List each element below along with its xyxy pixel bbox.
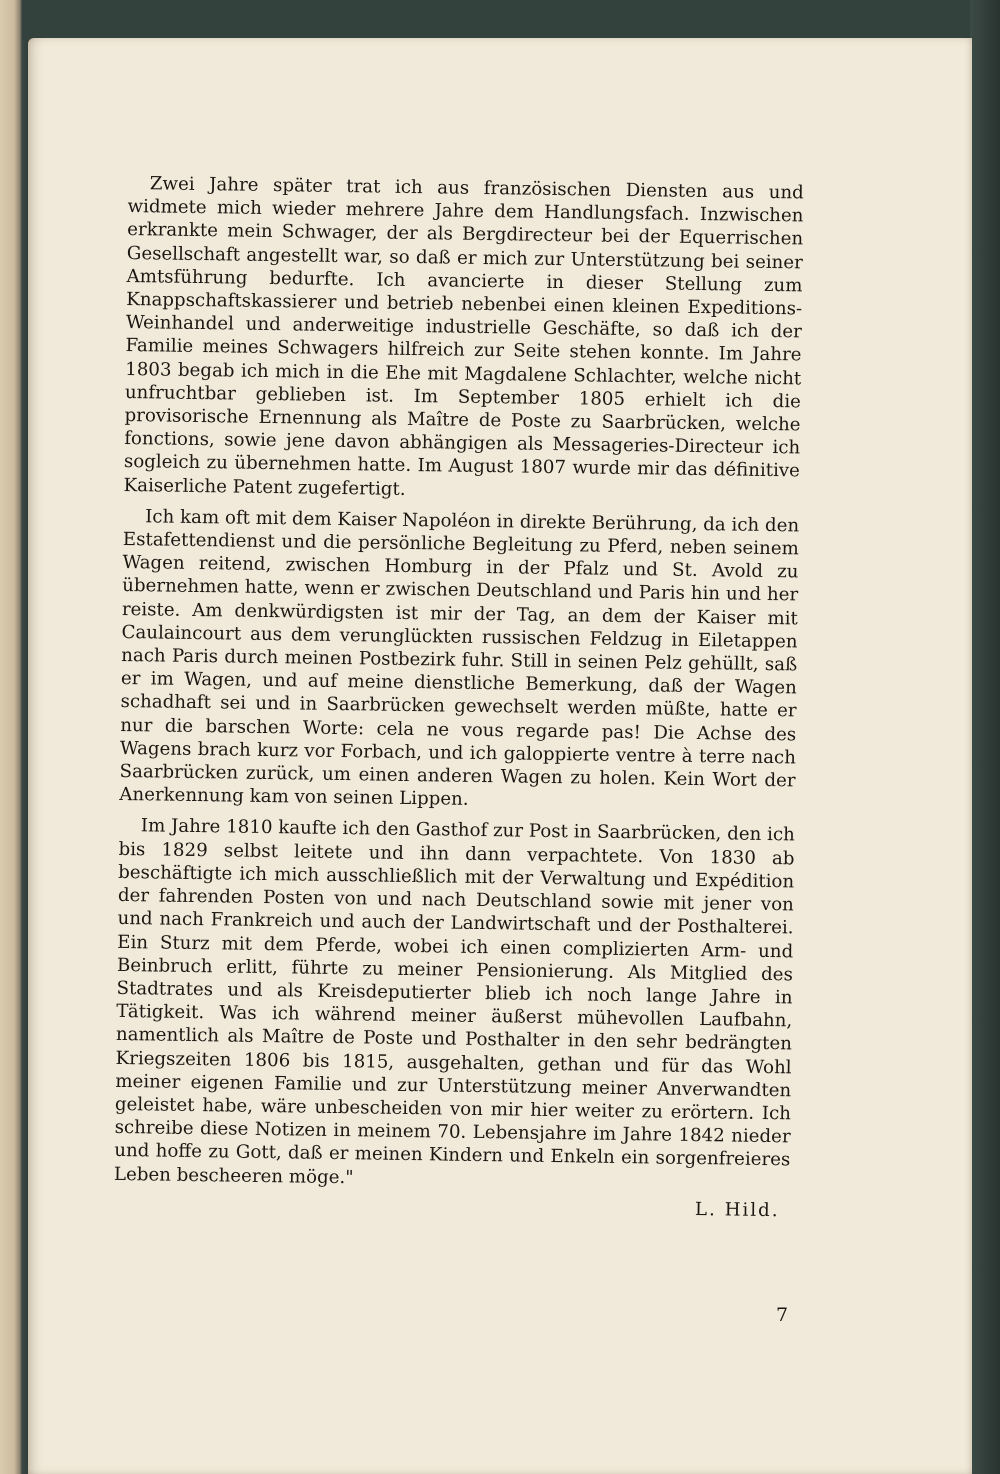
paragraph-3: Im Jahre 1810 kaufte ich den Gasthof zur Post in Saarbrücken, den ich bis 1829 selbst leitete und ihn dann verpachtete. Von 1830 ab beschäftigte ich mich ausschließlich mit der Verwaltung und Expédition der fahrenden Posten von und nach Deutschland sowie mit jener von und nach Frankreich und auch der Landwirtschaft und der Posthalterei. Ein Sturz mit dem Pferde, wobei ich einen complizierten Arm- und Beinbruch erlitt, führte zu meiner Pensionierung. Als Mitglied des Stadtrates und als Kreisdeputierter blieb ich noch lange Jahre in Tätigkeit. Was ich während meiner äußerst mühevollen Laufbahn, namentlich als Maître de Poste und Posthalter in den sehr bedrängten Kriegszeiten 1806 bis 1815, ausgehalten, gethan und für das Wohl meiner eigenen Familie und zur Unterstützung meiner Anverwandten geleistet habe, wäre unbescheiden von mir hier weiter zu erörtern. Ich schreibe diese Notizen in meinem 70. Lebensjahre im Jahre 1842 nieder und hoffe zu Gott, daß er meinen Kindern und Enkeln ein sorgenfreieres Leben bescheeren möge.": [113, 815, 795, 1188]
paragraph-2: Ich kam oft mit dem Kaiser Napoléon in direkte Berührung, da ich den Estafettendienst und die persönliche Begleitung zu Pferd, neben seinem Wagen reitend, zwischen Homburg in der Pfalz und St. Avold zu übernehmen hatte, wenn er zwischen Deutschland und Paris hin und her reiste. Am denkwürdigsten ist mir der Tag, an dem der Kaiser mit Caulaincourt aus dem verunglückten russischen Feldzug in Eiletappen nach Paris durch meinen Postbezirk fuhr. Still in seinen Pelz gehüllt, saß er im Wagen, und auf meine dienstliche Bemerkung, daß der Wagen schadhaft sei und in Saarbrücken gewechselt werden müßte, hatte er nur die barschen Worte: cela ne vous regarde pas! Die Achse des Wagens brach kurz vor Forbach, und ich galoppierte ventre à terre nach Saarbrücken zurück, um einen anderen Wagen zu holen. Kein Wort der Anerkennung kam von seinen Lippen.: [119, 506, 800, 811]
body-text: [113, 172, 803, 1222]
paragraph-1: Zwei Jahre später trat ich aus französischen Diensten aus und widmete mich wieder mehrere Jahre dem Handlungsfach. Inzwischen erkrankte mein Schwager, der als Bergdirecteur bei der Equerrischen Gesellschaft angestellt war, so daß er mich zur Unterstützung bei seiner Amtsführung bedurfte. Ich avancierte in dieser Stellung zum Knappschaftskassierer und betrieb nebenbei einen kleinen Expeditions-Weinhandel und anderweitige industrielle Geschäfte, so daß ich der Familie meines Schwagers hilfreich zur Seite stehen konnte. Im Jahre 1803 begab ich mich in die Ehe mit Magdalene Schlachter, welche nicht unfruchtbar geblieben ist. Im September 1805 erhielt ich die provisorische Ernennung als Maître de Poste zu Saarbrücken, welche fonctions, sowie jene davon abhängigen als Messageries-Directeur ich sogleich zu übernehmen hatte. Im August 1807 wurde mir das définitive Kaiserliche Patent zugefertigt.: [123, 173, 804, 500]
signature: L. Hild.: [694, 1198, 780, 1221]
book-cover-right: [970, 0, 1000, 1474]
book-page: [28, 38, 972, 1474]
page-number: 7: [776, 1304, 789, 1326]
book-cover-top: [22, 0, 1000, 40]
left-page-edge: [0, 0, 22, 1474]
